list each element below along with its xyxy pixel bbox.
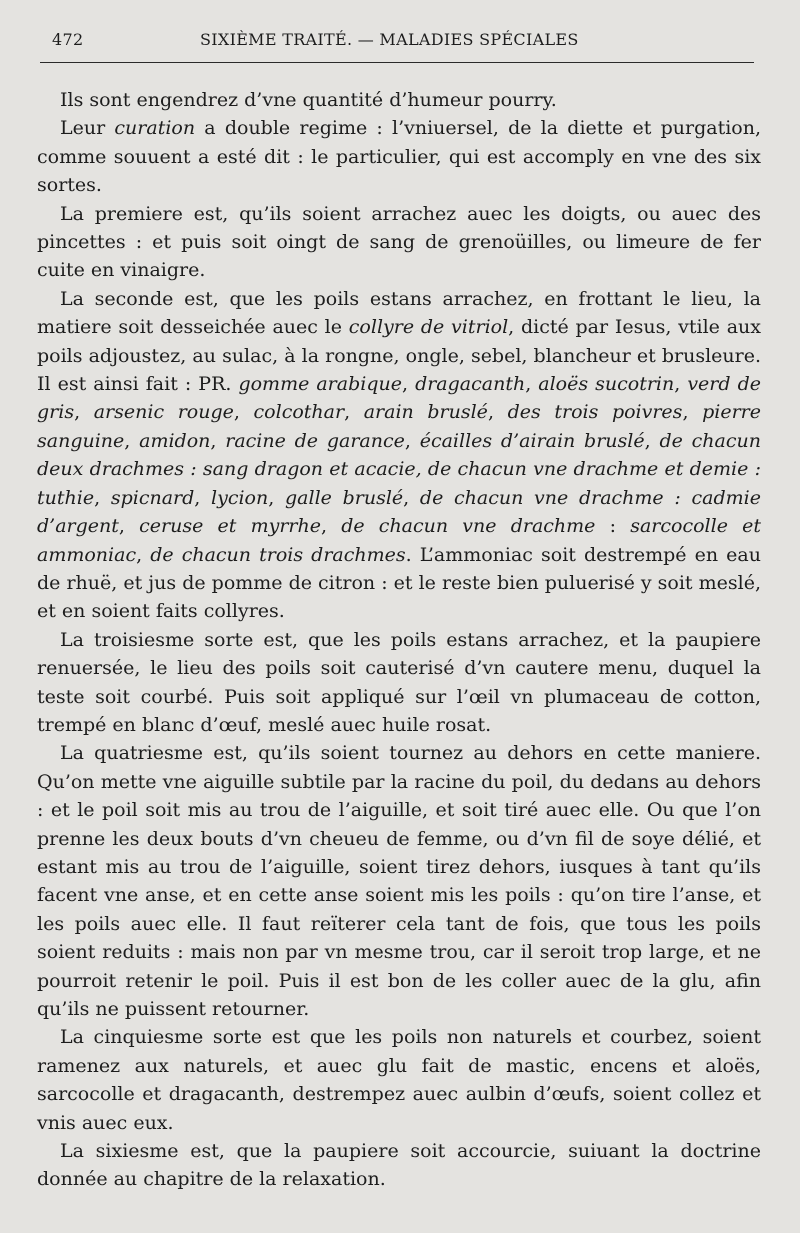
italic-text-run: amidon (139, 429, 211, 452)
text-run: , (682, 401, 703, 424)
page-header (52, 30, 752, 54)
text-run: , (674, 373, 688, 396)
text-run: , (136, 543, 151, 566)
text-run: , (74, 401, 94, 424)
body-text (37, 86, 761, 1194)
text-run: , (344, 401, 364, 424)
paragraph (37, 1137, 761, 1194)
italic-text-run: écailles d’airain bruslé (419, 429, 645, 452)
italic-text-run: lycion (211, 486, 269, 509)
text-run: La cinquiesme sorte est que les poils non naturels et courbez, soient ramenez aux naturels, et auec glu fait de mastic, encens et aloës, sarcocolle et dragacanth, destrempez auec aulbin d’œufs, soient collez et vnis auec eux. (37, 1026, 761, 1134)
paragraph (37, 285, 761, 626)
italic-text-run: curation (114, 117, 196, 140)
text-run: , (118, 515, 140, 538)
text-run: La quatriesme est, qu’ils soient tournez au dehors en cette maniere. Qu’on mette vne aiguille subtile par la racine du poil, du dedans au dehors : et le poil soit mis au trou de l’aiguille, et soit tiré auec elle. Ou que l’on prenne les deux bouts d’vn cheueu de femme, ou d’vn fil de soye délié, et estant mis au trou de l’aiguille, soient tirez dehors, iusques à tant qu’ils facent vne anse, et en cette anse soient mis les poils : qu’on tire l’anse, et les poils auec elle. Il faut reïterer cela tant de fois, que tous les poils soient reduits : mais non par vn mesme trou, car il seroit trop large, et ne pourroit retenir le poil. Puis il est bon de les coller auec de la glu, afin qu’ils ne puissent retourner. (37, 742, 761, 1020)
italic-text-run: spicnard (110, 486, 195, 509)
text-run: , (404, 429, 420, 452)
text-run: , (124, 429, 140, 452)
paragraph (37, 114, 761, 199)
italic-text-run: verd de gris (37, 373, 761, 424)
text-run: , (210, 429, 226, 452)
text-run: : (595, 515, 631, 538)
italic-text-run: collyre de vitriol (348, 316, 509, 339)
text-run: Leur (60, 117, 115, 140)
italic-text-run: pierre sanguine (37, 401, 761, 452)
italic-text-run: racine de garance (225, 429, 405, 452)
text-run: Ils sont engendrez d’vne quantité d’humeur pourry. (60, 89, 557, 111)
text-run: , (194, 486, 212, 509)
italic-text-run: de chacun vne drachme : cadmie d’argent (37, 486, 761, 538)
paragraph (37, 200, 761, 285)
italic-text-run: sarcocolle et ammoniac (37, 515, 761, 566)
text-run: , (401, 373, 416, 396)
page-number: 472 (52, 30, 84, 49)
italic-text-run: de chacun trois drachmes (150, 543, 406, 566)
text-run: , (320, 515, 342, 538)
paragraph (37, 626, 761, 740)
text-run: , (525, 373, 539, 396)
text-run: , (644, 429, 660, 452)
italic-text-run: dragacanth (415, 373, 526, 396)
text-run: , (487, 401, 508, 424)
italic-text-run: aloës sucotrin (538, 373, 675, 396)
paragraph (37, 86, 761, 114)
text-run: . L’ammoniac soit destrempé en eau de rhuë, et jus de pomme de citron : et le reste bien puluerisé y soit meslé, et en soient faits collyres. (37, 543, 761, 623)
text-run: , (403, 486, 420, 509)
italic-text-run: arain bruslé (363, 401, 488, 424)
text-run: , (233, 401, 254, 424)
italic-text-run: des trois poivres (507, 401, 683, 424)
text-run: , (268, 486, 285, 509)
italic-text-run: gomme arabique (238, 373, 402, 396)
paragraph (37, 739, 761, 1023)
text-run: La sixiesme est, que la paupiere soit accourcie, suiuant la doctrine donnée au chapitre de la relaxation. (37, 1140, 761, 1191)
header-rule (40, 62, 754, 63)
italic-text-run: ceruse et myrrhe (139, 515, 321, 538)
paragraph (37, 1023, 761, 1137)
text-run: La premiere est, qu’ils soient arrachez auec les doigts, ou auec des pincettes : et puis soit oingt de sang de grenoüilles, ou limeure de fer cuite en vinaigre. (37, 202, 761, 282)
italic-text-run: galle bruslé (285, 486, 404, 509)
italic-text-run: colcothar (253, 401, 345, 424)
text-run: La troisiesme sorte est, que les poils estans arrachez, et la paupiere renuersée, le lieu des poils soit cauterisé d’vn cautere menu, duquel la teste soit courbé. Puis soit appliqué sur l’œil vn plumaceau de cotton, trempé en blanc d’œuf, meslé auec huile rosat. (37, 628, 761, 736)
text-run: La seconde est, que les poils estans arrachez, en frottant le lieu, la matiere soit desseichée auec le (37, 287, 761, 339)
italic-text-run: arsenic rouge (93, 401, 234, 424)
text-run: a double regime : l’vniuersel, de la diette et purgation, comme souuent a esté dit : le particulier, qui est accomply en vne des six sortes. (37, 117, 761, 197)
italic-text-run: de chacun deux drachmes : sang dragon et acacie, de chacun vne drachme et demie : tuthie (37, 429, 761, 509)
italic-text-run: de chacun vne drachme (341, 515, 596, 538)
running-title: SIXIÈME TRAITÉ. — MALADIES SPÉCIALES (200, 30, 579, 49)
text-run: , (94, 486, 111, 509)
text-run: , dicté par Iesus, vtile aux poils adjoustez, au sulac, à la rongne, ongle, sebel, blancheur et brusleure. Il est ainsi fait : PR. (37, 316, 761, 396)
